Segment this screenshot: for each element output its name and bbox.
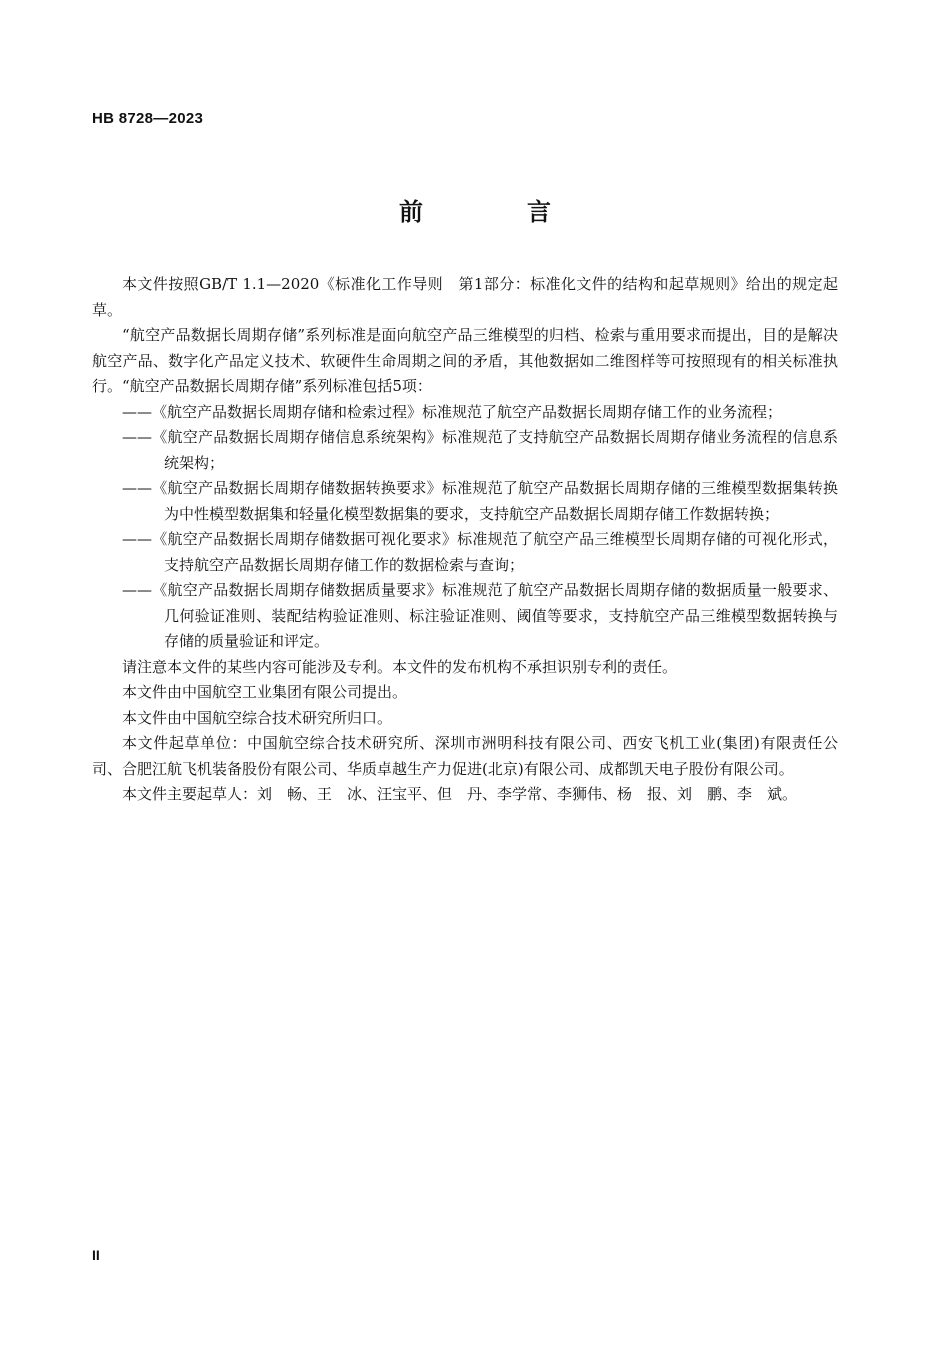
list-item-series-1: ——《航空产品数据长周期存储和检索过程》标准规范了航空产品数据长周期存储工作的业务流程； <box>122 402 783 421</box>
list-item-series-4: ——《航空产品数据长周期存储数据可视化要求》标准规范了航空产品三维模型长周期存储的可视化形式，支持航空产品数据长周期存储工作的数据检索与查询； <box>122 530 838 574</box>
foreword-body <box>92 272 838 808</box>
document-code: HB 8728—2023 <box>92 110 204 127</box>
paragraph-series-intro: “航空产品数据长周期存储”系列标准是面向航空产品三维模型的归档、检索与重用要求而提出，目的是解决航空产品、数字化产品定义技术、软硬件生命周期之间的矛盾，其他数据如二维图样等可按照现有的相关标准执行。“航空产品数据长周期存储”系列标准包括5项： <box>92 326 838 395</box>
list-item-series-3: ——《航空产品数据长周期存储数据转换要求》标准规范了航空产品数据长周期存储的三维模型数据集转换为中性模型数据集和轻量化模型数据集的要求，支持航空产品数据长周期存储工作数据转换； <box>122 479 838 523</box>
list-item-series-2: ——《航空产品数据长周期存储信息系统架构》标准规范了支持航空产品数据长周期存储业务流程的信息系统架构； <box>122 428 838 472</box>
paragraph-proposer: 本文件由中国航空工业集团有限公司提出。 <box>122 683 408 701</box>
paragraph-drafters: 本文件主要起草人：刘 畅、王 冰、汪宝平、但 丹、李学常、李狮伟、杨 报、刘 鹏、李 斌。 <box>122 785 798 803</box>
list-item-series-5: ——《航空产品数据长周期存储数据质量要求》标准规范了航空产品数据长周期存储的数据质量一般要求、几何验证准则、装配结构验证准则、标注验证准则、阈值等要求，支持航空产品三维模型数据转换与存储的质量验证和评定。 <box>122 581 838 650</box>
paragraph-patent-notice: 请注意本文件的某些内容可能涉及专利。本文件的发布机构不承担识别专利的责任。 <box>122 657 678 676</box>
paragraph-drafting-basis: 本文件按照GB/T 1.1—2020《标准化工作导则 第1部分：标准化文件的结构和起草规则》给出的规定起草。 <box>92 275 838 319</box>
page-number: II <box>92 1247 100 1263</box>
paragraph-drafting-units: 本文件起草单位：中国航空综合技术研究所、深圳市洲明科技有限公司、西安飞机工业(集团)有限责任公司、合肥江航飞机装备股份有限公司、华质卓越生产力促进(北京)有限公司、成都凯天电子股份有限公司。 <box>92 734 838 778</box>
page-title: 前 言 <box>399 198 591 226</box>
paragraph-centralized-unit: 本文件由中国航空综合技术研究所归口。 <box>122 708 393 727</box>
